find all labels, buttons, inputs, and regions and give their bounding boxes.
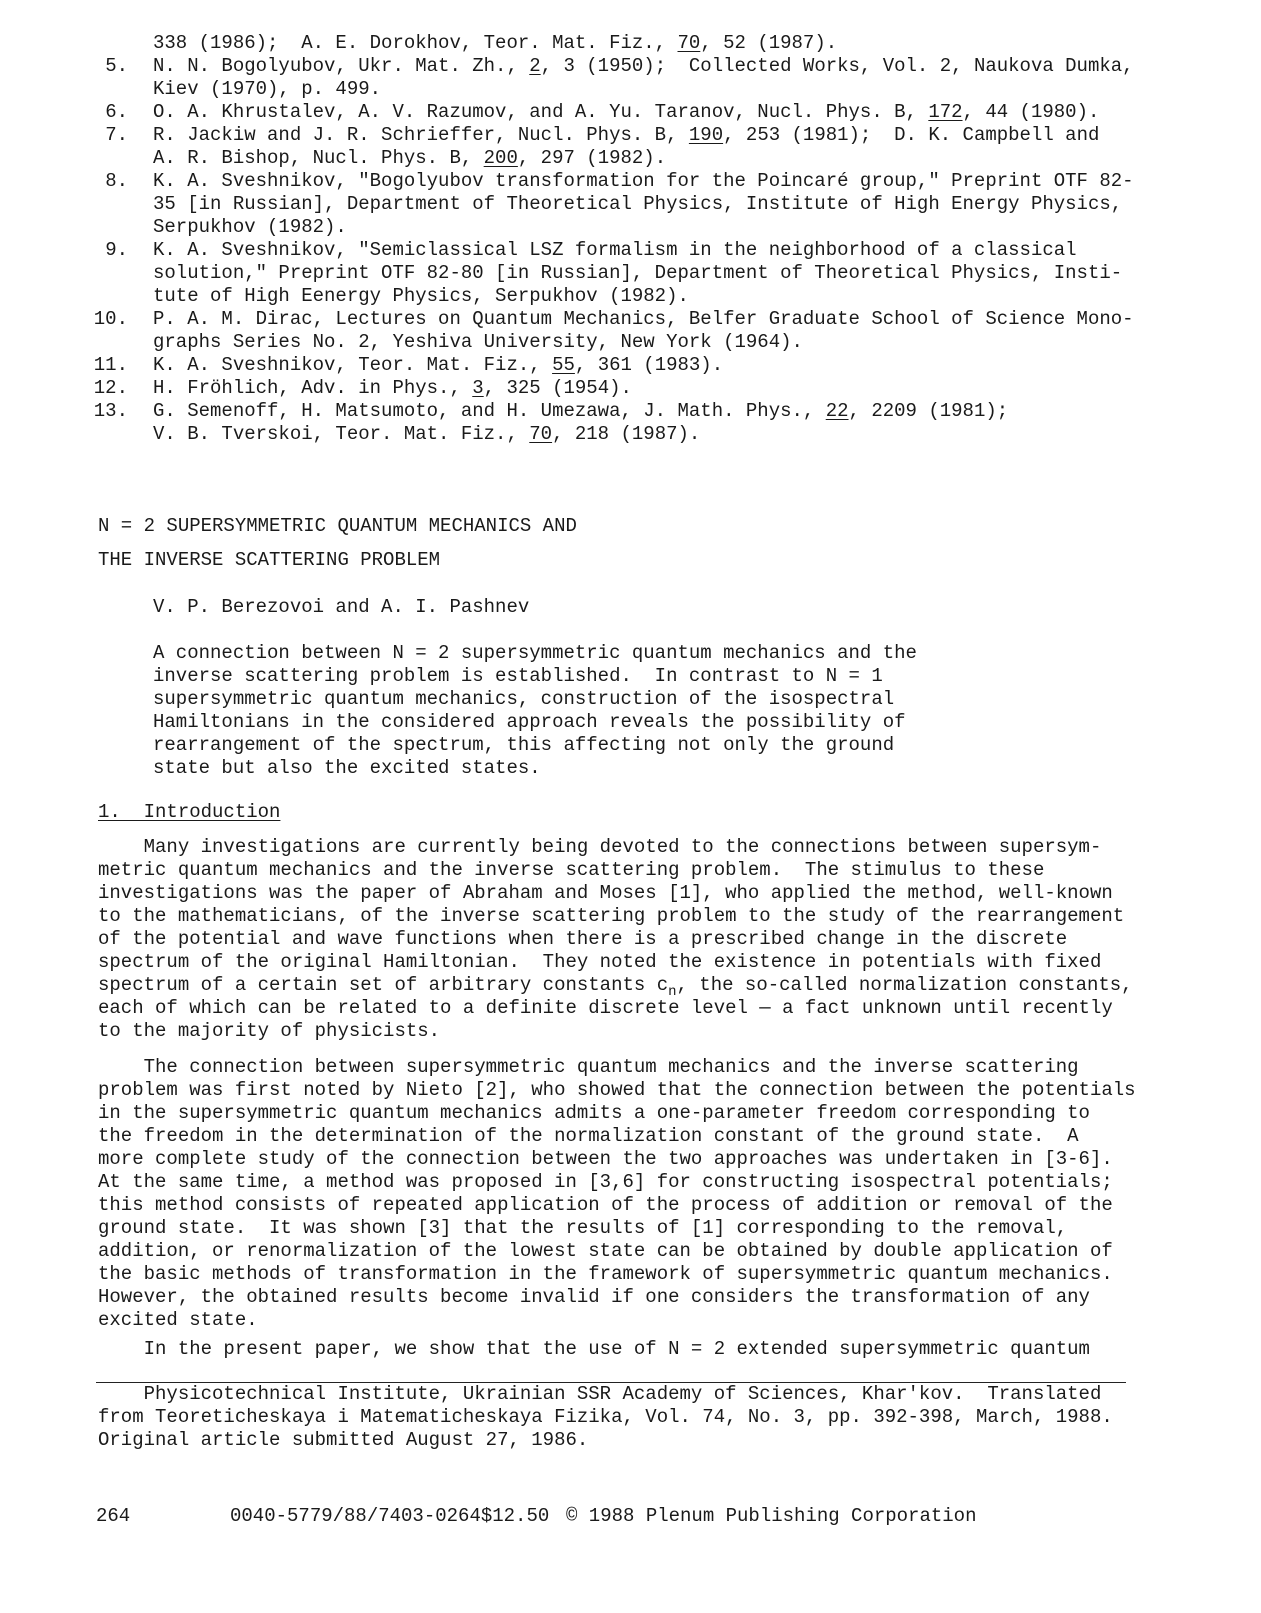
reference-line: K. A. Sveshnikov, "Bogolyubov transformation for the Poincaré group," Preprint OTF 82- — [153, 170, 1134, 192]
abstract-line: inverse scattering problem is established. In contrast to N = 1 — [153, 665, 883, 687]
reference-number: 13. — [93, 400, 128, 422]
abstract-line: state but also the excited states. — [153, 757, 541, 779]
reference-line: K. A. Sveshnikov, "Semiclassical LSZ formalism in the neighborhood of a classical — [153, 239, 1077, 261]
reference-line: graphs Series No. 2, Yeshiva University, New York (1964). — [153, 331, 803, 353]
reference-line: R. Jackiw and J. R. Schrieffer, Nucl. Phys. B, 190, 253 (1981); D. K. Campbell and — [153, 124, 1100, 146]
reference-line: O. A. Khrustalev, A. V. Razumov, and A. Yu. Taranov, Nucl. Phys. B, 172, 44 (1980). — [153, 101, 1100, 123]
reference-number: 10. — [93, 308, 128, 330]
reference-line: tute of High Eenergy Physics, Serpukhov (1982). — [153, 285, 689, 307]
body-line: addition, or renormalization of the lowest state can be obtained by double application of — [98, 1240, 1113, 1262]
reference-line: V. B. Tverskoi, Teor. Mat. Fiz., 70, 218 (1987). — [153, 423, 701, 445]
reference-number: 7. — [105, 124, 128, 146]
body-line: this method consists of repeated application of the process of addition or removal of the — [98, 1194, 1113, 1216]
body-line: the basic methods of transformation in the framework of supersymmetric quantum mechanics. — [98, 1263, 1113, 1285]
body-line: excited state. — [98, 1309, 258, 1331]
reference-number: 8. — [105, 170, 128, 192]
section-heading: 1. Introduction — [98, 801, 281, 823]
footnote-line: from Teoreticheskaya i Matematicheskaya Fizika, Vol. 74, No. 3, pp. 392-398, March, 1988. — [98, 1406, 1113, 1428]
body-line: Many investigations are currently being devoted to the connections between supersym- — [98, 836, 1102, 858]
reference-line: A. R. Bishop, Nucl. Phys. B, 200, 297 (1982). — [153, 147, 667, 169]
body-line: At the same time, a method was proposed in [3,6] for constructing isospectral potentials; — [98, 1171, 1113, 1193]
body-line: ground state. It was shown [3] that the results of [1] corresponding to the removal, — [98, 1217, 1068, 1239]
page-number: 264 — [96, 1505, 131, 1527]
body-line: the freedom in the determination of the normalization constant of the ground state. A — [98, 1125, 1079, 1147]
body-line: each of which can be related to a definite discrete level — a fact unknown until recently — [98, 997, 1113, 1019]
abstract-line: rearrangement of the spectrum, this affecting not only the ground — [153, 734, 895, 756]
reference-line: Kiev (1970), p. 499. — [153, 78, 382, 100]
footer-copyright: © 1988 Plenum Publishing Corporation — [566, 1505, 977, 1527]
article-title-line-2: THE INVERSE SCATTERING PROBLEM — [98, 549, 441, 571]
reference-line: 35 [in Russian], Department of Theoretical Physics, Institute of High Energy Physics, — [153, 193, 1123, 215]
body-line: The connection between supersymmetric quantum mechanics and the inverse scattering — [98, 1056, 1079, 1078]
reference-number: 6. — [105, 101, 128, 123]
reference-number: 11. — [93, 354, 128, 376]
article-title-line-1: N = 2 SUPERSYMMETRIC QUANTUM MECHANICS AND — [98, 515, 577, 537]
body-line: spectrum of a certain set of arbitrary constants $c_n$, the so-called normalization constants, — [98, 974, 1133, 1000]
abstract-line: supersymmetric quantum mechanics, construction of the isospectral — [153, 688, 895, 710]
reference-number: 9. — [105, 239, 128, 261]
body-line: spectrum of the original Hamiltonian. They noted the existence in potentials with fixed — [98, 951, 1102, 973]
reference-number: 5. — [105, 55, 128, 77]
reference-line: G. Semenoff, H. Matsumoto, and H. Umezawa, J. Math. Phys., 22, 2209 (1981); — [153, 400, 1009, 422]
reference-line: N. N. Bogolyubov, Ukr. Mat. Zh., 2, 3 (1950); Collected Works, Vol. 2, Naukova Dumka, — [153, 55, 1134, 77]
reference-line: P. A. M. Dirac, Lectures on Quantum Mechanics, Belfer Graduate School of Science Mono- — [153, 308, 1134, 330]
footnote-line: Physicotechnical Institute, Ukrainian SSR Academy of Sciences, Khar'kov. Translated — [98, 1383, 1102, 1405]
reference-line: Serpukhov (1982). — [153, 216, 347, 238]
body-line: of the potential and wave functions when there is a prescribed change in the discrete — [98, 928, 1068, 950]
body-line: to the majority of physicists. — [98, 1020, 441, 1042]
reference-line: K. A. Sveshnikov, Teor. Mat. Fiz., 55, 361 (1983). — [153, 354, 724, 376]
body-line: to the mathematicians, of the inverse scattering problem to the study of the rearrangement — [98, 905, 1125, 927]
reference-line: solution," Preprint OTF 82-80 [in Russian], Department of Theoretical Physics, Insti- — [153, 262, 1123, 284]
reference-number: 12. — [93, 377, 128, 399]
footnote-line: Original article submitted August 27, 1986. — [98, 1429, 589, 1451]
footer-code: 0040-5779/88/7403-0264$12.50 — [230, 1505, 550, 1527]
body-line: investigations was the paper of Abraham and Moses [1], who applied the method, well-known — [98, 882, 1113, 904]
article-authors: V. P. Berezovoi and A. I. Pashnev — [153, 596, 530, 618]
body-line: In the present paper, we show that the use of N = 2 extended supersymmetric quantum — [98, 1338, 1090, 1360]
reference-continuation: 338 (1986); A. E. Dorokhov, Teor. Mat. Fiz., 70, 52 (1987). — [153, 32, 838, 54]
body-line: However, the obtained results become invalid if one considers the transformation of any — [98, 1286, 1090, 1308]
abstract-line: A connection between N = 2 supersymmetric quantum mechanics and the — [153, 642, 917, 664]
body-line: metric quantum mechanics and the inverse scattering problem. The stimulus to these — [98, 859, 1045, 881]
abstract-line: Hamiltonians in the considered approach reveals the possibility of — [153, 711, 906, 733]
body-line: in the supersymmetric quantum mechanics admits a one-parameter freedom corresponding to — [98, 1102, 1090, 1124]
body-line: problem was first noted by Nieto [2], who showed that the connection between the potentials — [98, 1079, 1136, 1101]
reference-line: H. Fröhlich, Adv. in Phys., 3, 325 (1954). — [153, 377, 632, 399]
body-line: more complete study of the connection between the two approaches was undertaken in [3-6]. — [98, 1148, 1113, 1170]
